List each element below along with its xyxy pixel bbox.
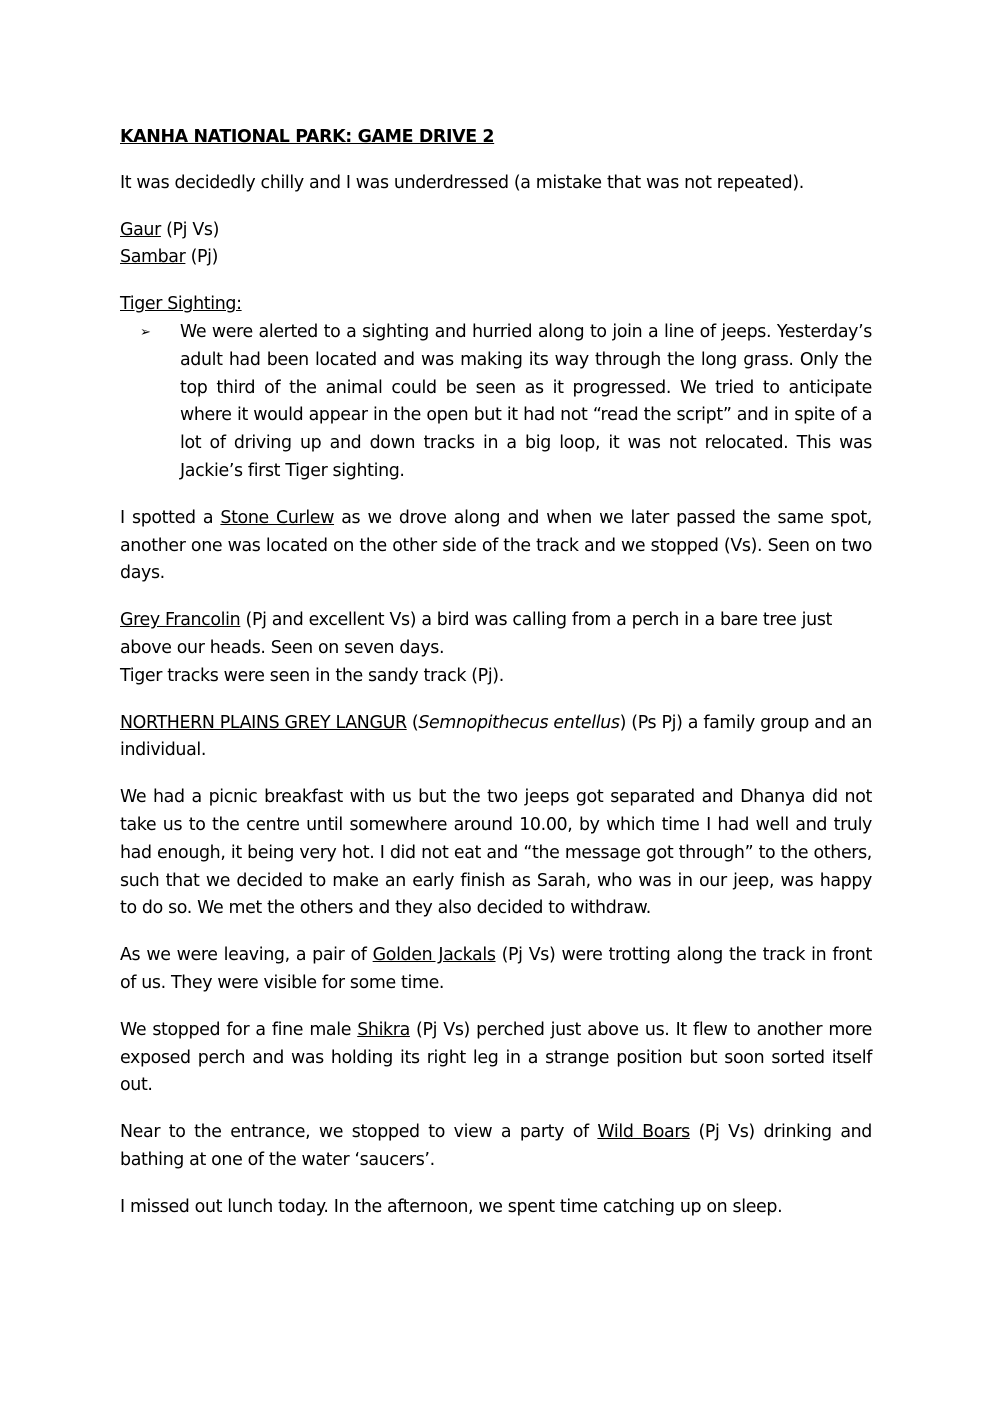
- species-name: Sambar: [120, 247, 186, 268]
- species-name: Golden Jackals: [372, 945, 496, 966]
- langur-paragraph: NORTHERN PLAINS GREY LANGUR (Semnopithecus entellus) (Ps Pj) a family group and an individual.: [120, 712, 872, 761]
- francolin-paragraph: Grey Francolin (Pj and excellent Vs) a bird was calling from a perch in a bare tree just above our heads. Seen on seven days. Tiger tracks were seen in the sandy track (Pj).: [120, 610, 833, 686]
- species-name: NORTHERN PLAINS GREY LANGUR: [120, 712, 407, 733]
- tiger-heading: Tiger Sighting:: [120, 294, 242, 315]
- shikra-paragraph: We stopped for a fine male Shikra (Pj Vs) perched just above us. It flew to another more exposed perch and was holding its right leg in a strange position but soon sorted itself out.: [120, 1019, 872, 1096]
- species-name: Shikra: [357, 1019, 410, 1040]
- species-sambar: [120, 244, 872, 272]
- species-name: Gaur: [120, 219, 161, 240]
- species-note: (Pj Vs): [160, 219, 220, 240]
- boars-paragraph: Near to the entrance, we stopped to view a party of Wild Boars (Pj Vs) drinking and bathing at one of the water ‘saucers’.: [120, 1122, 872, 1170]
- curlew-paragraph: I spotted a Stone Curlew as we drove along and when we later passed the same spot, another one was located on the other side of the track and we stopped (Vs). Seen on two days.: [120, 507, 872, 584]
- species-note: (Pj): [185, 247, 219, 268]
- page-title: KANHA NATIONAL PARK: GAME DRIVE 2: [120, 127, 495, 147]
- species-list: [120, 217, 872, 273]
- closing-paragraph: I missed out lunch today. In the afternoon, we spent time catching up on sleep.: [120, 1196, 783, 1217]
- species-name: Wild Boars: [597, 1122, 690, 1143]
- tiger-tracks-line: Tiger tracks were seen in the sandy track (Pj).: [120, 665, 504, 686]
- latin-name: Semnopithecus entellus: [418, 712, 620, 733]
- species-name: Stone Curlew: [220, 507, 335, 528]
- tiger-bullet-text: We were alerted to a sighting and hurried along to join a line of jeeps. Yesterday’s adult had been located and was making its way through the long grass. Only the top third of the animal could be seen as it progressed. We tried to anticipate where it would appear in the open but it had not “read the script” and in spite of a lot of driving up and down tracks in a big loop, it was not relocated. This was Jackie’s first Tiger sighting.: [180, 321, 872, 481]
- species-gaur: [120, 217, 872, 245]
- species-name: Grey Francolin: [120, 610, 241, 631]
- jackals-paragraph: As we were leaving, a pair of Golden Jackals (Pj Vs) were trotting along the track in front of us. They were visible for some time.: [120, 945, 873, 993]
- arrow-bullet-icon: ➢: [140, 324, 151, 340]
- intro-paragraph: It was decidedly chilly and I was underdressed (a mistake that was not repeated).: [120, 172, 804, 193]
- breakfast-paragraph: We had a picnic breakfast with us but the two jeeps got separated and Dhanya did not take us to the centre until somewhere around 10.00, by which time I had well and truly had enough, it being very hot. I did not eat and “the message got through” to the others, such that we decided to make an early finish as Sarah, who was in our jeep, was happy to do so. We met the others and they also decided to withdraw.: [120, 787, 872, 919]
- tiger-bullet-item: [120, 319, 872, 486]
- document-page: [120, 124, 872, 1241]
